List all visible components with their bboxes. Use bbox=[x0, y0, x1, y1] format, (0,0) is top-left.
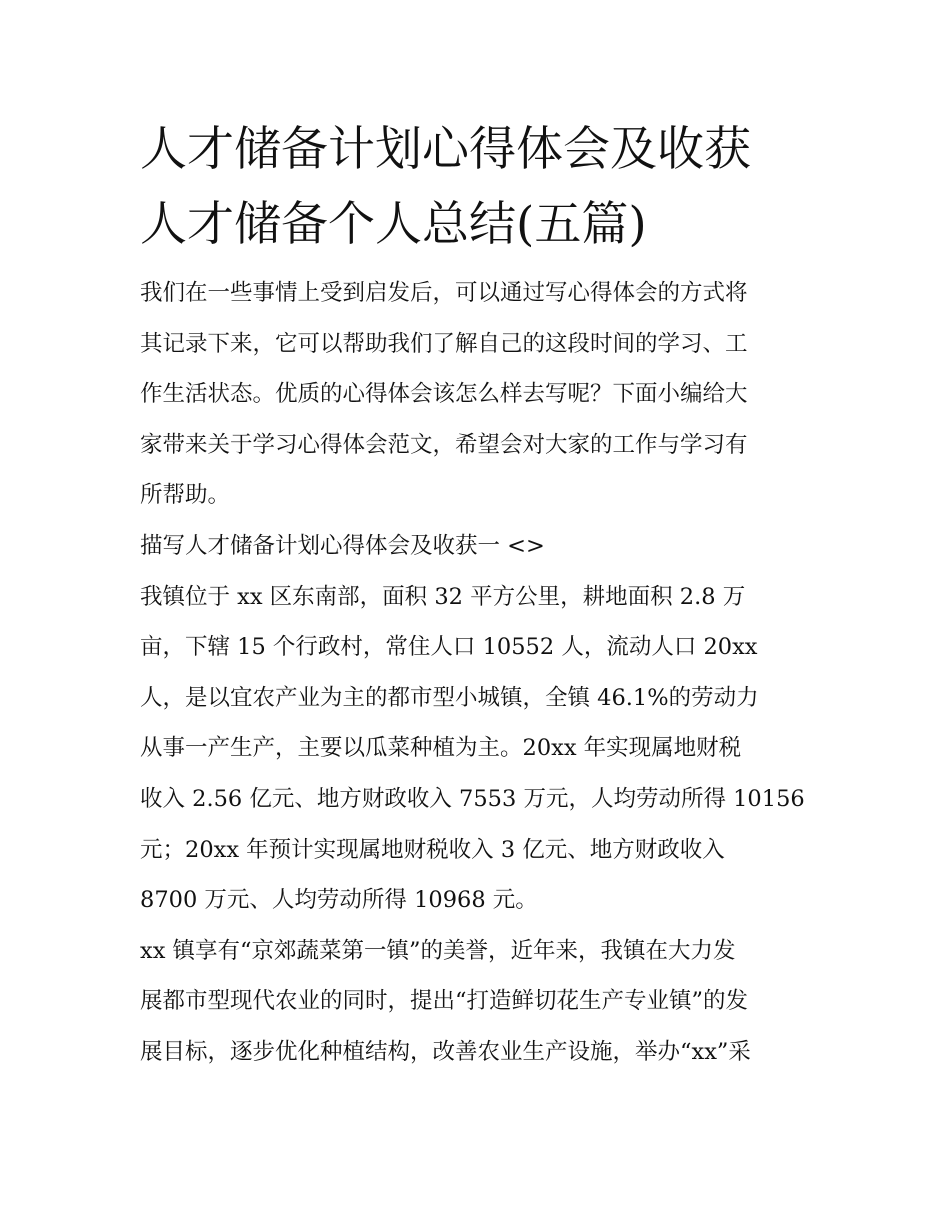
text-line: 收入 2.56 亿元、地方财政收入 7553 万元，人均劳动所得 10156 bbox=[140, 785, 805, 812]
title-line: 人才储备个人总结(五篇) bbox=[140, 197, 647, 252]
intro-paragraph bbox=[140, 268, 812, 521]
body-paragraph-1 bbox=[140, 572, 812, 926]
text-line: 我镇位于 xx 区东南部，面积 32 平方公里，耕地面积 2.8 万 bbox=[140, 583, 746, 610]
text-line: 所帮助。 bbox=[140, 482, 231, 509]
document-body bbox=[140, 268, 812, 1078]
document-title bbox=[140, 112, 812, 262]
text-line: 我们在一些事情上受到启发后，可以通过写心得体会的方式将 bbox=[140, 280, 748, 306]
text-line: 展目标，逐步优化种植结构，改善农业生产设施，举办“xx”采 bbox=[140, 1038, 751, 1065]
text-line: 亩，下辖 15 个行政村，常住人口 10552 人，流动人口 20xx bbox=[140, 634, 758, 661]
body-paragraph-2 bbox=[140, 926, 812, 1078]
section-heading bbox=[140, 521, 812, 572]
text-line: 展都市型现代农业的同时，提出“打造鲜切花生产专业镇”的发 bbox=[140, 988, 749, 1015]
text-line: 家带来关于学习心得体会范文，希望会对大家的工作与学习有 bbox=[140, 431, 748, 458]
text-line: xx 镇享有“京郊蔬菜第一镇”的美誉，近年来，我镇在大力发 bbox=[140, 937, 736, 964]
document-page bbox=[140, 112, 812, 1078]
text-line: 8700 万元、人均劳动所得 10968 元。 bbox=[140, 887, 538, 914]
text-line: 作生活状态。优质的心得体会该怎么样去写呢？下面小编给大 bbox=[140, 381, 748, 408]
text-line: 元；20xx 年预计实现属地财税收入 3 亿元、地方财政收入 bbox=[140, 836, 725, 863]
text-line: 描写人才储备计划心得体会及收获一 <> bbox=[140, 532, 545, 559]
text-line: 其记录下来，它可以帮助我们了解自己的这段时间的学习、工 bbox=[140, 330, 748, 357]
text-line: 人，是以宜农产业为主的都市型小城镇，全镇 46.1%的劳动力 bbox=[140, 684, 759, 711]
title-line: 人才储备计划心得体会及收获 bbox=[140, 122, 751, 177]
text-line: 从事一产生产，主要以瓜菜种植为主。20xx 年实现属地财税 bbox=[140, 735, 742, 762]
